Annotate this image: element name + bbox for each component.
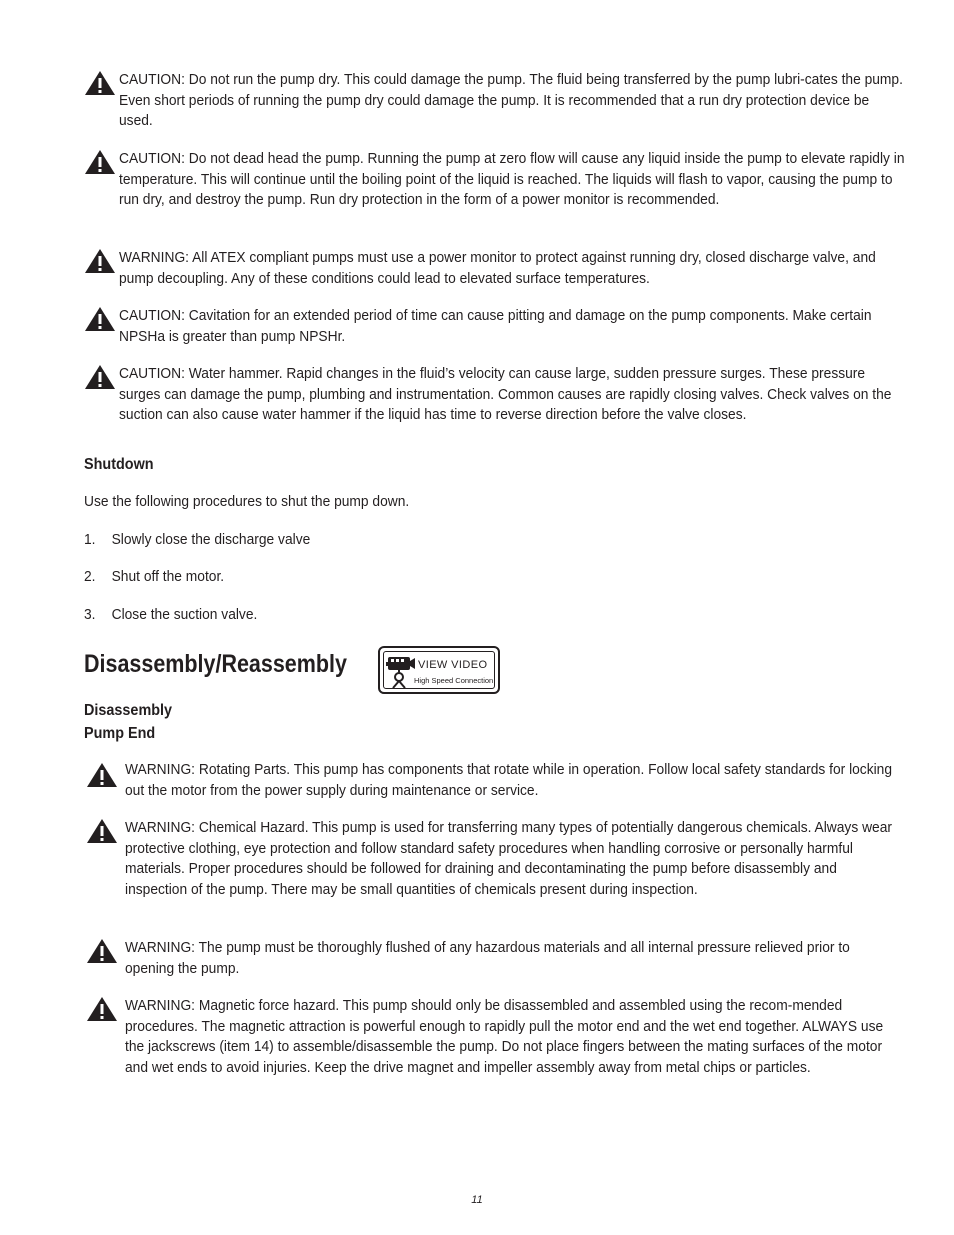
- warning-triangle-icon: [86, 996, 118, 1022]
- video-button-sublabel: High Speed Connection: [414, 676, 494, 685]
- pump-end-heading: Pump End: [84, 725, 156, 742]
- step-text: Close the suction valve.: [111, 606, 258, 623]
- page-number: 11: [471, 1194, 483, 1206]
- notice-text: WARNING: All ATEX compliant pumps must use a power monitor to protect against running dry, closed discharge valve, and pump decoupling. Any of these conditions could lead to elevated surface temperatures.: [119, 249, 876, 287]
- notice-text: WARNING: Magnetic force hazard. This pump should only be disassembled and assembled using the recom-mended procedures. The magnetic attraction is powerful enough to rapidly pull the motor end and the wet end together. ALWAYS use the jackscrews (item 14) to assemble/disassemble the pump. Do not place fingers between the mating surfaces of the motor and wet ends to avoid injuries. Keep the drive magnet and impeller assembly away from metal chips or particles.: [125, 997, 884, 1076]
- disassembly-heading: Disassembly: [84, 702, 173, 719]
- notice-text: CAUTION: Do not dead head the pump. Running the pump at zero flow will cause any liquid inside the pump to elevate rapidly in temperature. This will continue until the boiling point of the liquid is reached. The liquids will flash to vapor, causing the pump to run dry, and destroy the pump. Run dry protection in the form of a power monitor is recommended.: [119, 150, 905, 209]
- notice-text: CAUTION: Water hammer. Rapid changes in the fluid’s velocity can cause large, sudden pressure surges. These pressure surges can damage the pump, plumbing and instrumentation. Common causes are rapidly closing valves. Check valves on the suction can also cause water hammer if the liquid has time to reverse direction before the valve closes.: [119, 365, 892, 424]
- notice-text: CAUTION: Cavitation for an extended period of time can cause pitting and damage on the pump components. Make certain NPSHa is greater than pump NPSHr.: [119, 307, 872, 345]
- shutdown-step: [84, 530, 310, 550]
- warning-triangle-icon: [84, 364, 116, 390]
- shutdown-intro: Use the following procedures to shut the pump down.: [84, 493, 410, 510]
- warning-magnetic-force: [84, 996, 902, 1078]
- warning-triangle-icon: [86, 818, 118, 844]
- warning-triangle-icon: [84, 70, 116, 96]
- view-video-button[interactable]: [378, 646, 500, 694]
- warning-triangle-icon: [84, 248, 116, 274]
- caution-dead-head: [84, 149, 905, 211]
- shutdown-heading: Shutdown: [84, 456, 154, 473]
- warning-atex: [84, 248, 902, 289]
- warning-triangle-icon: [86, 762, 118, 788]
- warning-triangle-icon: [86, 938, 118, 964]
- video-button-label: VIEW VIDEO: [418, 659, 488, 671]
- warning-rotating-parts: [84, 760, 902, 801]
- shutdown-step: [84, 567, 224, 587]
- warning-chemical-hazard: [84, 818, 902, 900]
- video-camera-icon: [386, 653, 416, 689]
- caution-run-dry: [84, 70, 902, 132]
- caution-cavitation: [84, 306, 902, 347]
- notice-text: WARNING: The pump must be thoroughly flushed of any hazardous materials and all internal pressure relieved prior to opening the pump.: [125, 939, 850, 977]
- notice-text: WARNING: Chemical Hazard. This pump is used for transferring many types of potentially dangerous chemicals. Always wear protective clothing, eye protection and follow standard safety procedures when handling corrosive or personally harmful materials. Proper procedures should be followed for draining and decontaminating the pump before disassembly and inspection of the pump. There may be small quantities of chemicals present during inspection.: [125, 819, 892, 898]
- warning-triangle-icon: [84, 306, 116, 332]
- step-number: 1.: [84, 531, 96, 548]
- step-text: Shut off the motor.: [111, 568, 225, 585]
- notice-text: WARNING: Rotating Parts. This pump has components that rotate while in operation. Follow local safety standards for locking out the motor from the power supply during maintenance or service.: [125, 761, 893, 799]
- notice-text: CAUTION: Do not run the pump dry. This could damage the pump. The fluid being transferred by the pump lubri-cates the pump. Even short periods of running the pump dry could damage the pump. It is recommended that a run dry protection device be used.: [119, 71, 903, 130]
- section-heading: Disassembly/Reassembly: [84, 650, 347, 678]
- warning-triangle-icon: [84, 149, 116, 175]
- shutdown-step: [84, 605, 257, 625]
- caution-water-hammer: [84, 364, 902, 426]
- step-number: 3.: [84, 606, 96, 623]
- warning-flush-pump: [84, 938, 902, 979]
- step-text: Slowly close the discharge valve: [111, 531, 311, 548]
- step-number: 2.: [84, 568, 96, 585]
